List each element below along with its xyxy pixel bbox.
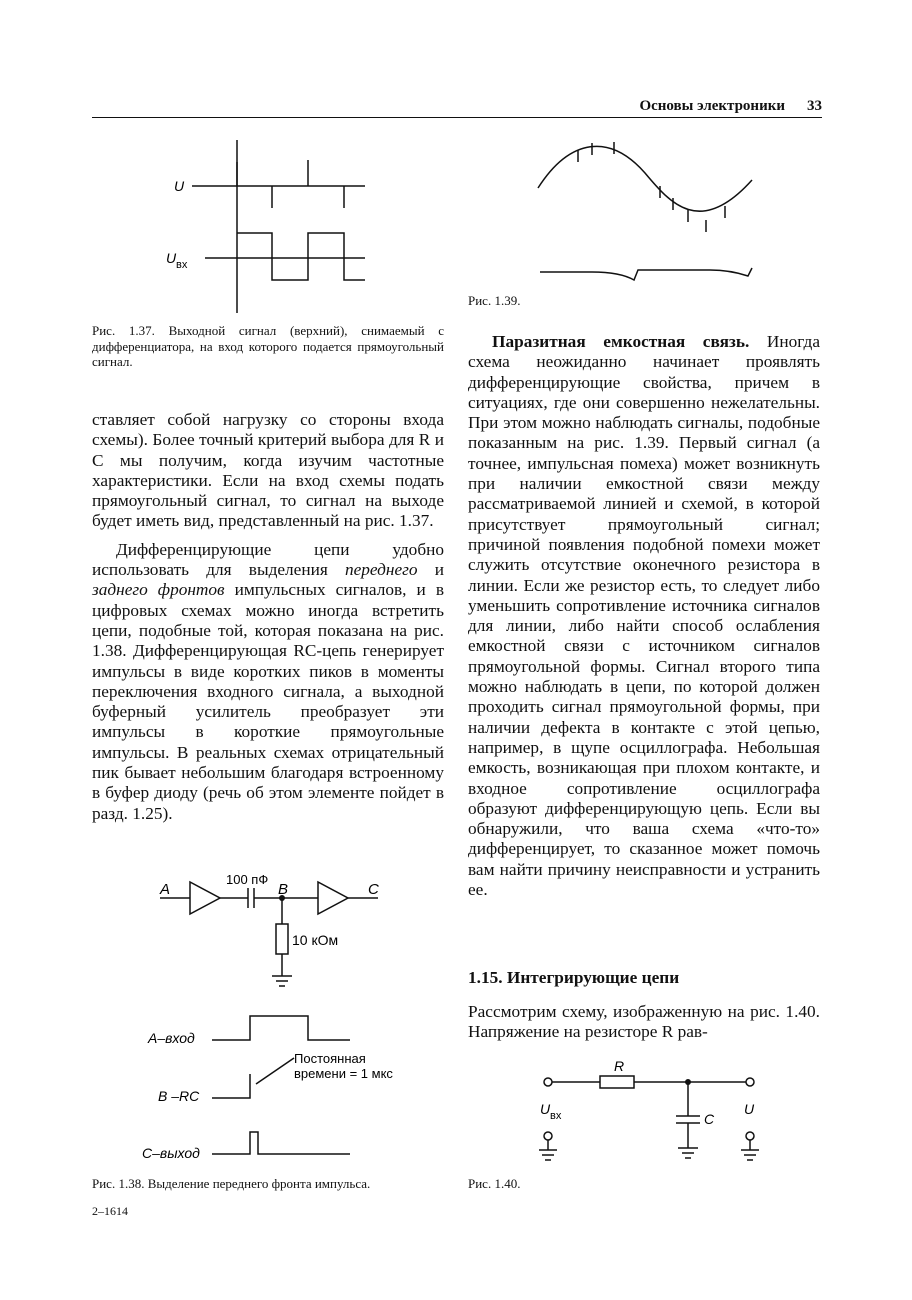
page-number: 33 — [807, 98, 822, 114]
output-buffer — [318, 882, 348, 914]
node-c: C — [368, 881, 379, 898]
running-head — [560, 98, 822, 115]
time-constant-line-1: Постоянная — [294, 1051, 366, 1066]
left-paragraph-2: Дифференцирующие цепи удобно использовать для выделения переднего и заднего фронтов импульсных сигналов, и в цифровых схемах можно иногда встретить цепи, подобные той, которая показана на рис. 1.38. Дифференцирующая RC-цепь генерирует импульсы в виде коротких пиков в моменты переключения входного сигнала, а выходной буферный усилитель преобразует эти импульсы в короткие прямоугольные импульсы. В реальных схемах отрицательный пик бывает небольшим благодаря встроенному в буфер диоду (речь об этом элементе пойдет в разд. 1.25). — [92, 539, 444, 823]
input-buffer — [190, 882, 220, 914]
label-u: U — [174, 178, 185, 194]
wave-c-trace — [212, 1132, 350, 1154]
node-a: A — [160, 881, 171, 898]
right-column — [468, 332, 820, 900]
figure-1-40 — [530, 1056, 770, 1171]
resistor — [276, 924, 288, 954]
sine-wave — [538, 146, 752, 211]
signature-mark: 2–1614 — [92, 1204, 128, 1218]
cap-value: 100 пФ — [226, 872, 269, 887]
label-uin-sub: вх — [176, 259, 188, 271]
figure-1-37 — [150, 138, 390, 318]
glitch-wave — [540, 268, 752, 280]
label-uin: U — [540, 1101, 551, 1117]
label-uin: U — [166, 250, 177, 266]
time-constant-line-2: времени = 1 мкс — [294, 1066, 393, 1081]
fig140-caption: Рис. 1.40. — [468, 1176, 521, 1191]
wave-b-label: B –RC — [158, 1088, 200, 1104]
wave-a-label: A–вход — [148, 1030, 195, 1046]
wave-a-trace — [212, 1016, 350, 1040]
right-paragraph-2: Рассмотрим схему, изображенную на рис. 1.40. Напряжение на резисторе R рав- — [468, 1002, 820, 1042]
label-r: R — [614, 1058, 625, 1074]
fig138-caption: Рис. 1.38. Выделение переднего фронта импульса. — [92, 1176, 371, 1191]
section-heading: 1.15. Интегрирующие цепи — [468, 968, 680, 987]
figure-1-38-waveforms — [140, 1010, 420, 1170]
resistor — [600, 1076, 634, 1088]
left-column — [92, 410, 444, 824]
figure-1-39 — [530, 138, 762, 288]
wave-c-label: C–выход — [142, 1145, 200, 1161]
header-rule — [92, 117, 822, 118]
fig139-caption: Рис. 1.39. — [468, 293, 521, 308]
header-title: Основы электроники — [639, 98, 785, 114]
node-b: B — [278, 881, 289, 898]
fig137-caption: Рис. 1.37. Выходной сигнал (верхний), снимаемый с дифференциатора, на вход которого подается прямоугольный сигнал. — [92, 323, 444, 369]
square-wave — [237, 233, 365, 280]
res-value: 10 кОм — [292, 932, 339, 948]
label-uin-sub: вх — [550, 1110, 562, 1122]
right-paragraph-1: Паразитная емкостная связь. Иногда схема неожиданно начинает проявлять дифференцирующие свойства, причем в ситуациях, где они совершенно нежелательны. При этом можно наблюдать сигналы, подобные показанным на рис. 1.39. Первый сигнал (а точнее, импульсная помеха) может возникнуть при наличии емкостной связи между рассматриваемой линией и схемой, в которой присутствует прямоугольный сигнал; причиной появления подобной помехи может служить отсутствие оконечного резистора в линии. Если же резистор есть, то следует либо уменьшить сопротивление источника сигналов для линии, либо найти способ ослабления емкостной связи с источником сигналов прямоугольной формы. Сигнал второго типа можно наблюдать в цепи, по которой должен проходить сигнал прямоугольной формы, при наличии дефекта в контакте с этой цепью, например, в щупе осциллографа. Небольшая емкость, возникающая при плохом контакте, и входное сопротивление осциллографа образуют дифференцирующую цепь. Если вы обнаружили, что ваша схема «что-то» дифференцирует, то сказанное может помочь вам найти причину неисправности и устранить ее. — [468, 332, 820, 900]
label-c: C — [704, 1111, 715, 1127]
run-in-heading: Паразитная емкостная связь. — [492, 332, 750, 351]
wave-b-trace — [212, 1074, 250, 1098]
left-paragraph-1: ставляет собой нагрузку со стороны входа схемы). Более точный критерий выбора для R и C мы получим, когда изучим частотные характеристики. Если на вход схемы подать прямоугольный сигнал, то сигнал на выходе будет иметь вид, представленный на рис. 1.37. — [92, 410, 444, 531]
figure-1-38-circuit — [150, 866, 400, 1001]
label-u: U — [744, 1101, 755, 1117]
